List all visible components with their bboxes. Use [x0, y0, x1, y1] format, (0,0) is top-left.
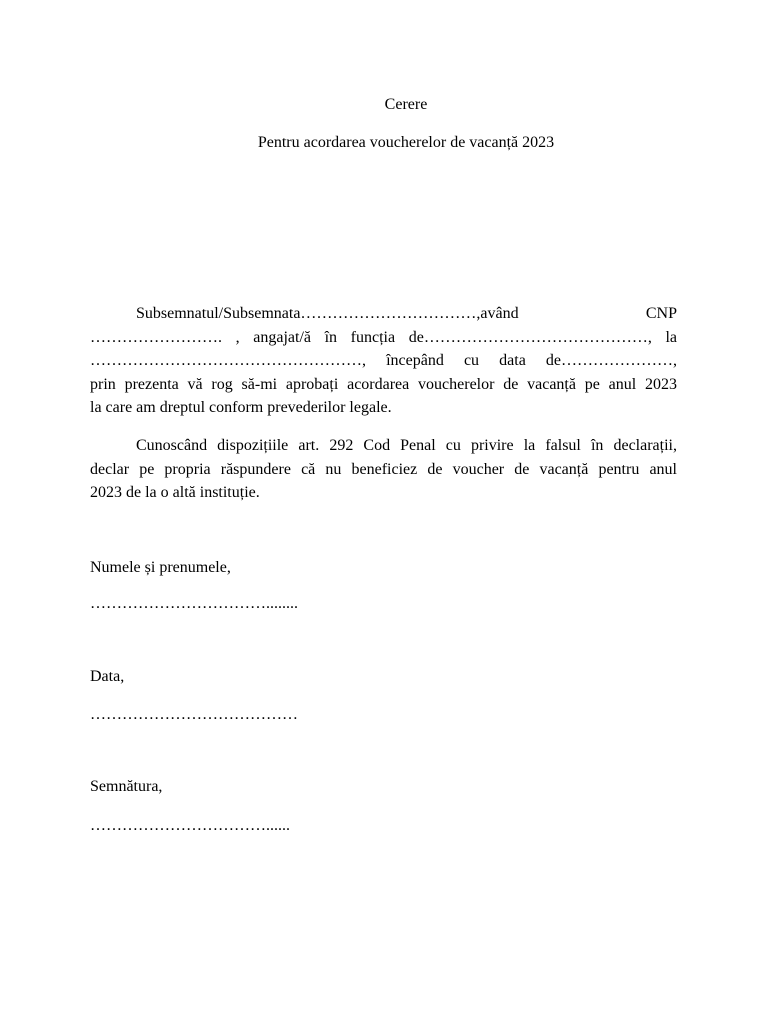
request-line-5: la care am dreptul conform prevederilor legale. [90, 399, 392, 416]
declaration-paragraph [90, 434, 677, 505]
declaration-line-1: Cunoscând dispozițiile art. 292 Cod Penal cu privire la falsul în declarații, [136, 437, 677, 454]
request-line-2: ……………………. , angajat/ă în funcția de……………………………………, la [90, 328, 677, 346]
date-fill-line: ………………………………… [90, 706, 298, 723]
request-line-1: Subsemnatul/Subsemnata……………………………,având CNP [136, 305, 677, 322]
request-paragraph [90, 302, 677, 420]
document-subtitle: Pentru acordarea voucherelor de vacanță 2023 [257, 134, 555, 151]
request-line-4: prin prezenta vă rog să-mi aprobați acordarea voucherelor de vacanță pe anul 2023 [90, 375, 677, 393]
date-label: Data, [90, 668, 125, 685]
name-fill-line: ……………………………........ [90, 595, 298, 612]
signature-fill-line: ……………………………...... [90, 817, 290, 834]
name-label: Numele și prenumele, [90, 559, 231, 576]
request-line-3: ……………………………………………, începând cu data de…………………, [90, 352, 677, 369]
signature-label: Semnătura, [90, 778, 163, 795]
document-title: Cerere [384, 96, 428, 113]
declaration-line-2: declar pe propria răspundere că nu beneficiez de voucher de vacanță pentru anul [90, 460, 677, 478]
declaration-line-3: 2023 de la o altă instituție. [90, 484, 260, 501]
